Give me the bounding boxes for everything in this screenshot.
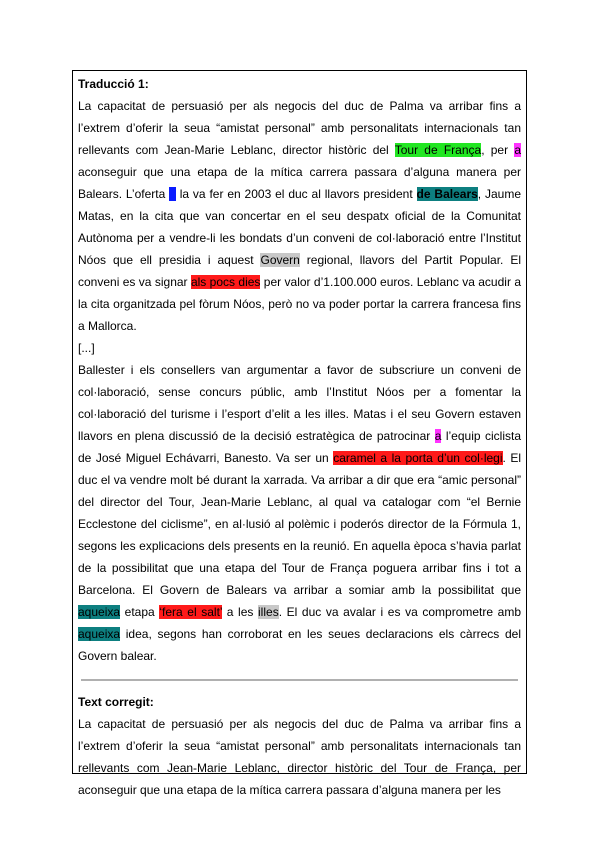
text-run: , per (481, 143, 515, 157)
text-run: a les (222, 605, 259, 619)
text-run: l’equip ciclista de José Miguel Echávarri, Banesto. Va ser un (78, 429, 521, 465)
highlighted-span-blue: a (169, 187, 176, 201)
section-heading-translation: Traducció 1: (78, 77, 149, 91)
highlighted-span-teal-bold: de Balears (416, 187, 478, 201)
text-run: , Jaume Matas, en la cita que van concertar en el seu despatx oficial de la Comunitat Autònoma per a vendre-li les bondats d’un conveni de col·laboració entre l’Institut Nóos que ell presidia i aquest (78, 187, 522, 267)
translation-box (72, 70, 527, 797)
highlighted-span-gray: Govern (260, 253, 300, 267)
text-run: Ballester i els consellers van argumentar a favor de subscriure un conveni de col·laboració, sense concurs públic, amb l’Institut Nóos per a fomentar la col·laboració del turisme i l’esport d’elit a les illes. Matas i el seu Govern estaven llavors en plena discussió de la decisió estratègica de patrocinar (78, 363, 521, 443)
text-run: etapa (120, 605, 160, 619)
corrected-paragraph-1: La capacitat de persuasió per als negocis del duc de Palma va arribar fins a l’extrem d’oferir la seua “amistat personal” amb personalitats internacionals tan rellevants com Jean-Marie Leblanc, director històric del Tour de França, per aconseguir que una etapa de la mítica carrera passara d’alguna manera per les (78, 717, 521, 797)
highlighted-span-gray: illes (258, 605, 279, 619)
text-run: . El duc el va vendre molt bé durant la xarrada. Va arribar a dir que era “amic personal” del director del Tour, Jean-Marie Leblanc, al qual va catalogar com “el Bernie Ecclestone del ciclisme”, en al·lusió al polèmic i poderós director de la Fórmula 1, segons les explicacions dels presents en la reunió. En aquella època s’havia parlat de la possibilitat que una etapa del Tour de França poguera arribar fins i tot a Barcelona. El Govern de Balears va arribar a somiar amb la possibilitat que (78, 451, 522, 597)
text-run: aconseguir que una etapa de la mítica carrera passara d’alguna manera per Balears. L’oferta (78, 165, 521, 201)
highlighted-span-green: Tour de França (394, 143, 482, 157)
translation-content (73, 71, 526, 801)
text-run: per valor d’1.100.000 euros. Leblanc va acudir a la cita organitzada pel fòrum Nóos, però no va poder portar la carrera francesa fins a Mallorca. (78, 275, 522, 333)
translation-paragraph-1 (78, 95, 521, 337)
ellipsis-marker: [...] (78, 341, 95, 355)
highlighted-span-teal: aqueixa (78, 605, 121, 619)
highlighted-span-red: ‘fera el salt’ (159, 605, 223, 619)
highlighted-span-red: caramel a la porta d’un col·legi (333, 451, 503, 465)
highlighted-span-teal: aqueixa (78, 627, 121, 641)
text-run: idea, segons han corroborat en les seues declaracions els càrrecs del Govern balear. (78, 627, 521, 663)
section-divider (81, 679, 518, 681)
text-run: La capacitat de persuasió per als negocis del duc de Palma va arribar fins a l’extrem d’oferir la seua “amistat personal” amb personalitats internacionals tan rellevants com Jean-Marie Leblanc, director històric del (78, 99, 521, 157)
translation-paragraph-2 (78, 359, 521, 667)
text-run: regional, llavors del Partit Popular. El conveni es va signar (78, 253, 521, 289)
highlighted-span-magenta: a (434, 429, 442, 443)
section-heading-corrected: Text corregit: (78, 695, 154, 709)
highlighted-span-red: als pocs dies (190, 275, 261, 289)
text-run: . El duc va avalar i es va comprometre amb (278, 605, 522, 619)
highlighted-span-magenta: a (514, 143, 521, 157)
text-run: la va fer en 2003 el duc al llavors president (175, 187, 417, 201)
